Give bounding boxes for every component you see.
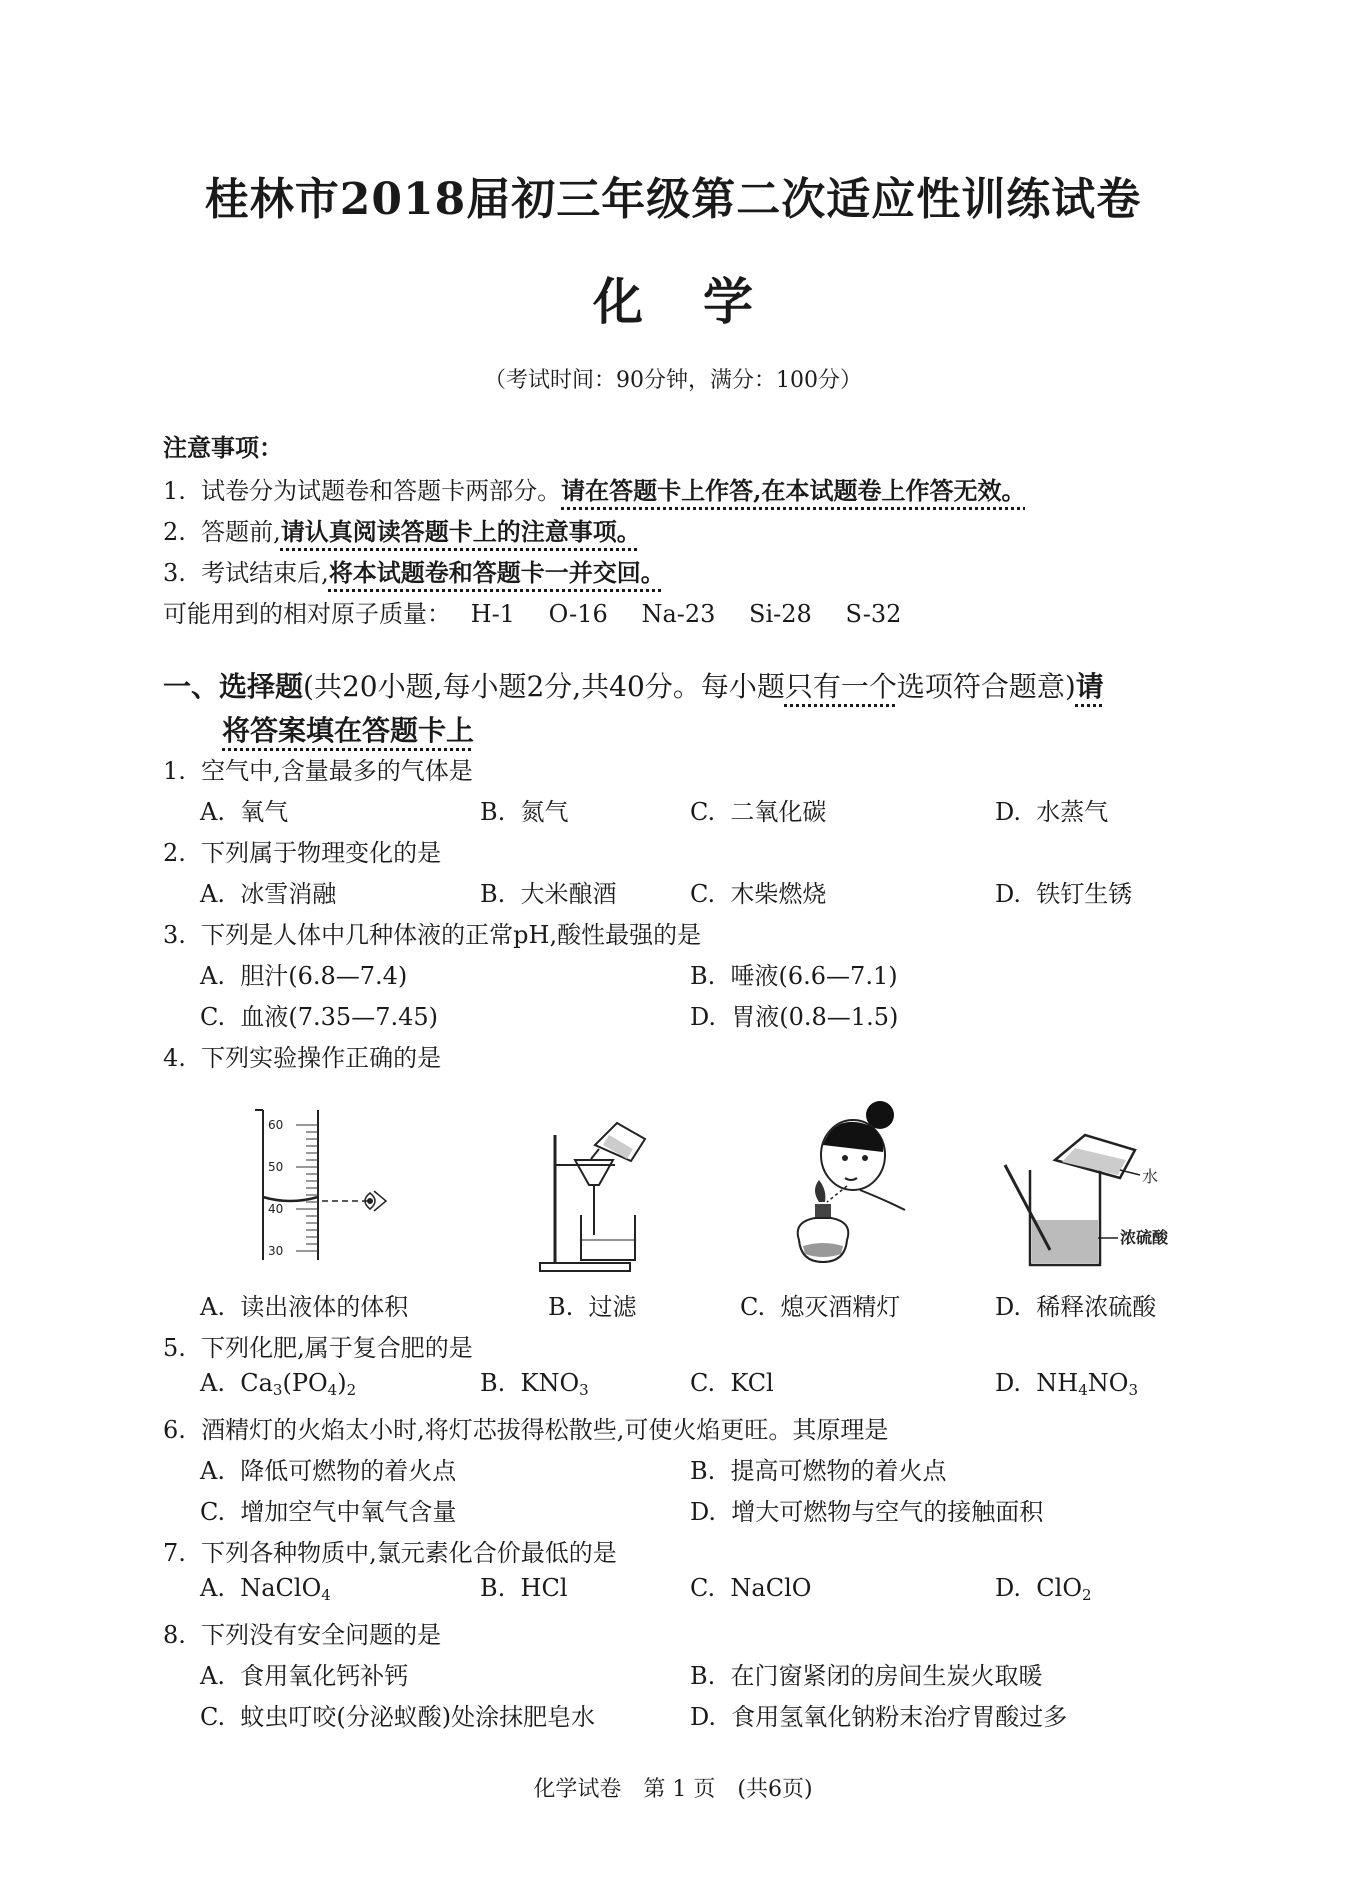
option-letter: A.: [200, 880, 225, 908]
formula-part: KCl: [730, 1369, 774, 1397]
section-desc: (共20小题,每小题2分,共40分。每小题: [303, 670, 785, 703]
notice-number: 3.: [163, 559, 186, 587]
question-6-stem: [163, 1410, 888, 1445]
notice-number: 2.: [163, 518, 186, 546]
option-letter: C.: [690, 880, 716, 908]
option-letter: D.: [995, 1369, 1022, 1397]
notice-item-2: [163, 512, 641, 547]
option-letter: A.: [200, 798, 225, 826]
option-text: 增加空气中氧气含量: [240, 1498, 457, 1526]
formula: [240, 1369, 356, 1397]
option-6b: [690, 1451, 947, 1486]
formula-part: HCl: [520, 1574, 568, 1602]
question-number: 7.: [163, 1539, 186, 1567]
option-text: 在门窗紧闭的房间生炭火取暖: [730, 1662, 1043, 1690]
option-text: 胃液(0.8—1.5): [731, 1003, 899, 1031]
figure-dilution: [1000, 1130, 1190, 1280]
subject-title: 化学: [593, 272, 813, 331]
option-letter: C.: [690, 1574, 716, 1602]
option-2a: [200, 874, 336, 909]
option-letter: A.: [200, 1293, 225, 1321]
option-5a: [200, 1369, 356, 1399]
formula-subscript: 3: [1128, 1381, 1138, 1399]
formula-part: KNO: [520, 1369, 580, 1397]
cylinder-tick-label: 60: [268, 1118, 284, 1132]
option-letter: D.: [690, 1003, 717, 1031]
option-letter: B.: [480, 880, 506, 908]
question-number: 1.: [163, 757, 186, 785]
label-water: 水: [1142, 1167, 1159, 1186]
option-5b: [480, 1369, 589, 1399]
option-1d: [995, 792, 1108, 827]
option-letter: A.: [200, 1457, 225, 1485]
option-4d: [995, 1287, 1156, 1322]
notice-number: 1.: [163, 477, 186, 505]
section-title: 一、选择题: [163, 670, 304, 703]
section-instruction: 将答案填在答题卡上: [222, 714, 475, 747]
option-7d: [995, 1574, 1092, 1604]
option-4c: [740, 1287, 900, 1322]
option-text: 二氧化碳: [730, 798, 827, 826]
atomic-mass-value: Na-23: [641, 600, 716, 628]
formula-part: Ca: [240, 1369, 273, 1397]
option-letter: C.: [690, 798, 716, 826]
option-3b: [690, 956, 898, 991]
section-instruction: 请: [1075, 670, 1104, 703]
option-1b: [480, 792, 569, 827]
option-2d: [995, 874, 1132, 909]
question-3-stem: [163, 915, 701, 950]
atomic-mass-value: S-32: [845, 600, 902, 628]
option-4b: [548, 1287, 637, 1322]
option-letter: D.: [995, 1293, 1022, 1321]
option-text: 冰雪消融: [240, 880, 337, 908]
option-6c: [200, 1492, 456, 1527]
figure-filtration: [535, 1115, 695, 1275]
option-6a: [200, 1451, 456, 1486]
option-text: 唾液(6.6—7.1): [730, 962, 898, 990]
formula-subscript: 3: [579, 1381, 589, 1399]
option-8a: [200, 1656, 408, 1691]
question-1-stem: [163, 751, 473, 786]
question-text: 下列各种物质中,氯元素化合价最低的是: [201, 1539, 617, 1567]
option-text: 大米酿酒: [520, 880, 617, 908]
option-text: 水蒸气: [1036, 798, 1109, 826]
question-text: 下列是人体中几种体液的正常pH,酸性最强的是: [201, 921, 702, 949]
question-7-stem: [163, 1533, 617, 1568]
exam-info: （考试时间：90分钟，满分：100分）: [484, 368, 862, 393]
option-letter: B.: [548, 1293, 574, 1321]
formula-subscript: 4: [327, 1381, 338, 1399]
option-letter: B.: [690, 1457, 716, 1485]
option-letter: D.: [995, 798, 1022, 826]
question-5-stem: [163, 1328, 473, 1363]
section-heading: [163, 665, 1104, 705]
option-text: 食用氢氧化钠粉末治疗胃酸过多: [731, 1703, 1068, 1731]
cylinder-tick-label: 40: [268, 1202, 284, 1216]
option-8c: [200, 1697, 595, 1732]
option-letter: D.: [995, 1574, 1022, 1602]
option-letter: C.: [200, 1003, 226, 1031]
option-text: 熄灭酒精灯: [780, 1293, 901, 1321]
question-text: 下列没有安全问题的是: [201, 1621, 442, 1649]
formula-subscript: 4: [321, 1586, 331, 1604]
option-letter: B.: [690, 1662, 716, 1690]
option-text: 氮气: [520, 798, 569, 826]
option-text: 降低可燃物的着火点: [240, 1457, 457, 1485]
option-8b: [690, 1656, 1043, 1691]
question-text: 下列化肥,属于复合肥的是: [201, 1334, 473, 1362]
page-footer: 化学试卷 第 1 页 (共6页): [533, 1777, 813, 1802]
formula-part: ClO: [1036, 1574, 1082, 1602]
option-text: 提高可燃物的着火点: [730, 1457, 947, 1485]
option-letter: C.: [740, 1293, 766, 1321]
notice-item-1: [163, 471, 1026, 506]
notice-emphasis: 将本试题卷和答题卡一并交回。: [328, 558, 665, 587]
question-number: 3.: [163, 921, 186, 949]
option-text: 氧气: [240, 798, 289, 826]
option-text: 血液(7.35—7.45): [240, 1003, 439, 1031]
option-3c: [200, 997, 438, 1032]
option-text: 食用氧化钙补钙: [240, 1662, 409, 1690]
question-text: 下列实验操作正确的是: [201, 1044, 442, 1072]
option-text: 过滤: [588, 1293, 637, 1321]
option-6d: [690, 1492, 1043, 1527]
option-letter: D.: [690, 1498, 717, 1526]
question-text: 空气中,含量最多的气体是: [201, 757, 473, 785]
formula-subscript: 2: [1082, 1586, 1092, 1604]
option-8d: [690, 1697, 1067, 1732]
option-letter: A.: [200, 1369, 225, 1397]
formula-part: NH: [1036, 1369, 1079, 1397]
section-desc-emphasis: 只有一个: [784, 670, 897, 703]
exam-title: 桂林市2018届初三年级第二次适应性训练试卷: [204, 174, 1142, 225]
option-letter: D.: [995, 880, 1022, 908]
figure-alcohol-lamp: [775, 1090, 925, 1270]
notice-text: 答题前,: [201, 518, 281, 546]
atomic-mass-value: O-16: [548, 600, 608, 628]
notice-emphasis: 请在答题卡上作答,在本试题卷上作答无效。: [561, 476, 1026, 505]
question-number: 8.: [163, 1621, 186, 1649]
formula-part: ): [337, 1369, 347, 1397]
question-text: 下列属于物理变化的是: [201, 839, 442, 867]
atomic-mass-value: Si-28: [749, 600, 812, 628]
option-letter: B.: [480, 1369, 506, 1397]
question-number: 2.: [163, 839, 186, 867]
figure-graduated-cylinder: [230, 1105, 390, 1265]
option-7a: [200, 1574, 331, 1604]
option-letter: C.: [690, 1369, 716, 1397]
option-4a: [200, 1287, 408, 1322]
option-7b: [480, 1574, 568, 1602]
cylinder-tick-label: 30: [268, 1244, 284, 1258]
atomic-mass-line: [163, 594, 901, 629]
formula-subscript: 2: [346, 1381, 357, 1399]
option-5c: [690, 1369, 774, 1397]
option-text: 木柴燃烧: [730, 880, 827, 908]
option-text: 蚊虫叮咬(分泌蚁酸)处涂抹肥皂水: [240, 1703, 596, 1731]
formula-part: NaClO: [240, 1574, 322, 1602]
formula-part: NO: [1087, 1369, 1129, 1397]
cylinder-tick-label: 50: [268, 1160, 284, 1174]
formula-part: NaClO: [730, 1574, 812, 1602]
question-number: 4.: [163, 1044, 186, 1072]
option-letter: A.: [200, 1662, 225, 1690]
section-desc: 选项符合题意): [896, 670, 1076, 703]
option-letter: C.: [200, 1703, 226, 1731]
label-sulfuric-acid: 浓硫酸: [1120, 1228, 1169, 1247]
option-text: 增大可燃物与空气的接触面积: [731, 1498, 1044, 1526]
question-number: 5.: [163, 1334, 186, 1362]
option-text: 读出液体的体积: [240, 1293, 409, 1321]
question-4-stem: [163, 1038, 441, 1073]
option-letter: B.: [690, 962, 716, 990]
notice-heading: 注意事项：: [163, 433, 283, 462]
option-letter: D.: [690, 1703, 717, 1731]
option-1a: [200, 792, 288, 827]
option-2b: [480, 874, 617, 909]
option-letter: A.: [200, 962, 225, 990]
option-text: 铁钉生锈: [1036, 880, 1133, 908]
question-2-stem: [163, 833, 441, 868]
option-letter: B.: [480, 1574, 506, 1602]
notice-emphasis: 请认真阅读答题卡上的注意事项。: [280, 517, 641, 546]
option-text: 稀释浓硫酸: [1036, 1293, 1157, 1321]
notice-text: 试卷分为试题卷和答题卡两部分。: [201, 477, 562, 505]
formula-subscript: 4: [1078, 1381, 1088, 1399]
option-1c: [690, 792, 826, 827]
atomic-mass-label: 可能用到的相对原子质量：: [163, 600, 451, 628]
question-number: 6.: [163, 1416, 186, 1444]
option-3a: [200, 956, 407, 991]
option-letter: A.: [200, 1574, 225, 1602]
question-text: 酒精灯的火焰太小时,将灯芯拔得松散些,可使火焰更旺。其原理是: [201, 1416, 889, 1444]
option-3d: [690, 997, 898, 1032]
atomic-mass-value: H-1: [470, 600, 515, 628]
option-text: 胆汁(6.8—7.4): [240, 962, 408, 990]
notice-item-3: [163, 553, 665, 588]
formula-part: (PO: [282, 1369, 328, 1397]
option-letter: C.: [200, 1498, 226, 1526]
section-heading-line2: [222, 709, 474, 749]
formula-subscript: 3: [272, 1381, 283, 1399]
question-8-stem: [163, 1615, 441, 1650]
option-7c: [690, 1574, 811, 1602]
option-letter: B.: [480, 798, 506, 826]
option-5d: [995, 1369, 1138, 1399]
notice-text: 考试结束后,: [201, 559, 329, 587]
option-2c: [690, 874, 826, 909]
